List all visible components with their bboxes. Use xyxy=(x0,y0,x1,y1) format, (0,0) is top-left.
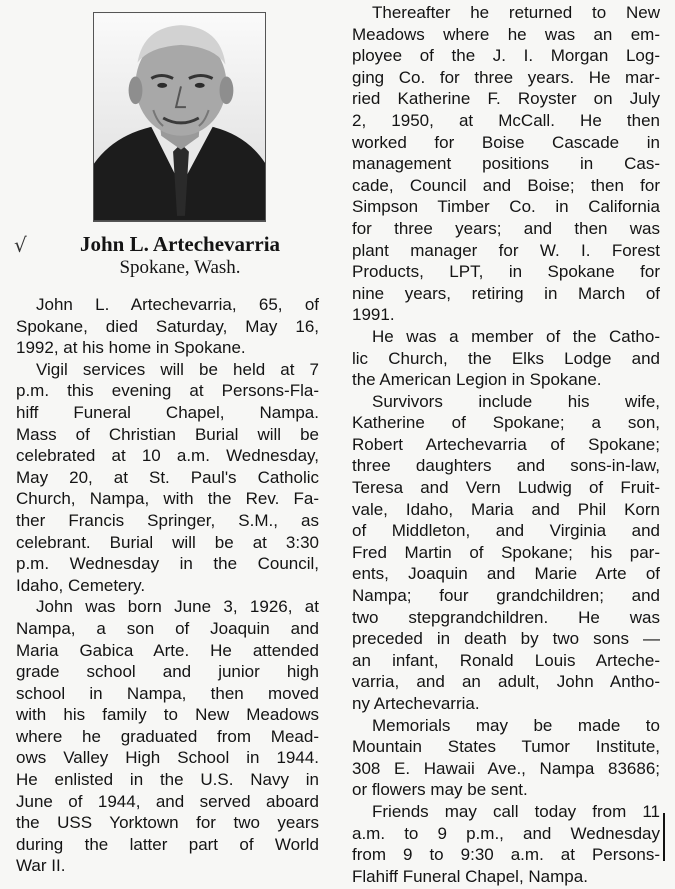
right-text-column xyxy=(352,2,660,887)
text-line: John L. Artechevarria, 65, of xyxy=(36,295,319,314)
text-line: p.m. Wednesday in the Council, xyxy=(16,554,319,574)
text-line: ents, Joaquin and Marie Arte of xyxy=(352,564,660,584)
text-line: an infant, Ronald Louis Arteche- xyxy=(352,650,660,670)
text-line: Memorials may be made to xyxy=(372,715,660,735)
text-line: 1992, at his home in Spokane. xyxy=(16,338,246,358)
text-line: Robert Artechevarria of Spokane; xyxy=(352,434,660,454)
text-line: Friends may call today from 11 xyxy=(372,801,660,821)
text-line: or flowers may be sent. xyxy=(352,780,528,800)
text-line: varria, and an adult, John Antho- xyxy=(352,672,660,692)
text-line: 1991. xyxy=(352,305,395,325)
deceased-location: Spokane, Wash. xyxy=(119,257,241,278)
text-line: nine years, retiring in March of xyxy=(352,283,660,303)
text-line: p.m. this evening at Persons-Fla- xyxy=(16,381,319,401)
text-line: Katherine of Spokane; a son, xyxy=(352,413,660,433)
text-line: ried Katherine F. Royster on July xyxy=(352,89,660,109)
text-line: Maria Gabica Arte. He attended xyxy=(16,640,319,660)
text-line: vale, Idaho, Maria and Phil Korn xyxy=(352,499,660,519)
text-line: management positions in Cas- xyxy=(352,154,660,174)
text-line: of Middleton, and Virginia and xyxy=(352,521,660,541)
text-line: Flahiff Funeral Chapel, Nampa. xyxy=(352,866,588,886)
text-line: He enlisted in the U.S. Navy in xyxy=(16,770,319,790)
text-line: Nampa, a son of Joaquin and xyxy=(16,618,319,638)
text-line: where he graduated from Mead- xyxy=(16,726,319,746)
text-line: Survivors include his wife, xyxy=(372,391,660,411)
text-line: Simpson Timber Co. in California xyxy=(352,197,660,217)
portrait-photo xyxy=(93,12,266,222)
text-line: Spokane, died Saturday, May 16, xyxy=(16,316,319,336)
text-line: during the latter part of World xyxy=(16,834,319,854)
text-line: celebrant. Burial will be at 3:30 xyxy=(16,532,319,552)
text-line: War II. xyxy=(16,856,66,876)
text-line: cade, Council and Boise; then for xyxy=(352,175,660,195)
text-line: worked for Boise Cascade in xyxy=(352,132,660,152)
text-line: ny Artechevarria. xyxy=(352,694,480,713)
text-line: Mass of Christian Burial will be xyxy=(16,424,319,444)
text-line: ployee of the J. I. Morgan Log- xyxy=(352,46,660,66)
text-line: hiff Funeral Chapel, Nampa. xyxy=(16,402,319,422)
text-line: 2, 1950, at McCall. He then xyxy=(352,110,660,130)
text-line: a.m. to 9 p.m., and Wednesday xyxy=(352,823,660,843)
text-line: two stepgrandchildren. He was xyxy=(352,607,660,627)
text-line: He was a member of the Catho- xyxy=(372,326,660,346)
text-line: Vigil services will be held at 7 xyxy=(36,359,319,379)
text-line: with his family to New Meadows xyxy=(16,705,319,725)
text-line: ows Valley High School in 1944. xyxy=(16,748,319,768)
text-line: Products, LPT, in Spokane for xyxy=(352,262,660,282)
text-line: Mountain States Tumor Institute, xyxy=(352,737,660,757)
text-line: school in Nampa, then moved xyxy=(16,683,319,703)
text-line: June of 1944, and served aboard xyxy=(16,791,319,811)
text-line: grade school and junior high xyxy=(16,662,319,682)
left-text-column xyxy=(16,294,319,877)
text-line: for three years; and then was xyxy=(352,218,660,238)
text-line: plant manager for W. I. Forest xyxy=(352,240,660,260)
text-line: Teresa and Vern Ludwig of Fruit- xyxy=(352,478,660,498)
text-line: 308 E. Hawaii Ave., Nampa 83686; xyxy=(352,758,660,778)
text-line: May 20, at St. Paul's Catholic xyxy=(16,467,319,487)
text-line: the American Legion in Spokane. xyxy=(352,370,602,390)
column-edge-rule xyxy=(663,813,665,861)
text-line: John was born June 3, 1926, at xyxy=(36,597,319,617)
text-line: from 9 to 9:30 a.m. at Persons- xyxy=(352,845,660,865)
text-line: lic Church, the Elks Lodge and xyxy=(352,348,660,368)
text-line: Nampa; four grandchildren; and xyxy=(352,586,660,606)
text-line: Fred Martin of Spokane; his par- xyxy=(352,542,660,562)
text-line: the USS Yorktown for two years xyxy=(16,813,319,833)
text-line: ther Francis Springer, S.M., as xyxy=(16,510,319,530)
text-line: preceded in death by two sons — xyxy=(352,629,660,649)
text-line: Idaho, Cemetery. xyxy=(16,575,146,595)
text-line: Meadows where he was an em- xyxy=(352,24,660,44)
check-mark: √ xyxy=(14,233,27,257)
text-line: celebrated at 10 a.m. Wednesday, xyxy=(16,446,319,466)
obituary-header xyxy=(62,232,298,280)
text-line: three daughters and sons-in-law, xyxy=(352,456,660,476)
text-line: ging Co. for three years. He mar- xyxy=(352,67,660,87)
text-line: Thereafter he returned to New xyxy=(372,3,660,22)
text-line: Church, Nampa, with the Rev. Fa- xyxy=(16,489,319,509)
deceased-name: John L. Artechevarria xyxy=(79,232,281,256)
